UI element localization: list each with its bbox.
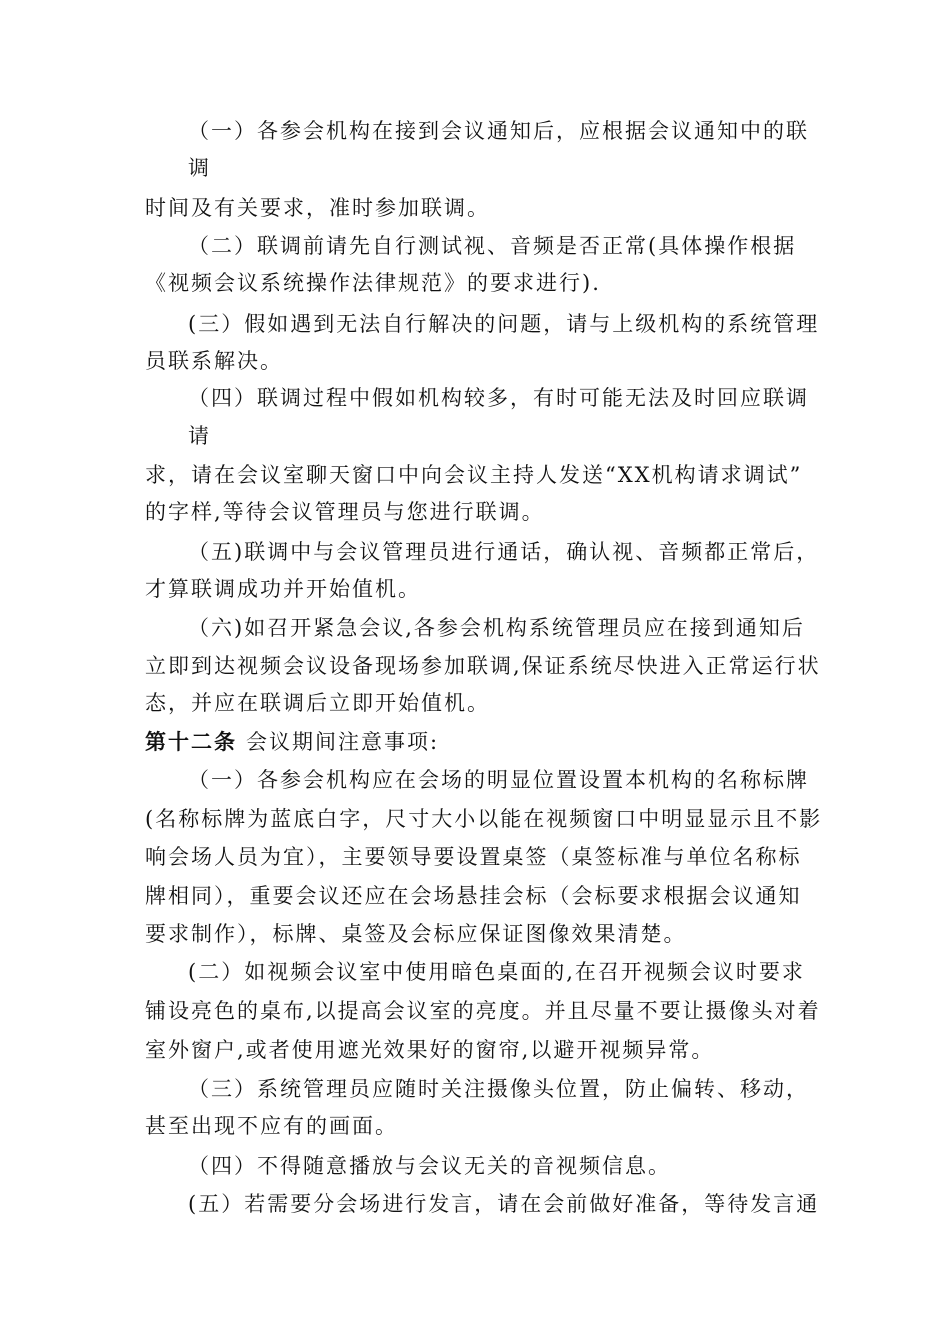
paragraph-line: （六)如召开紧急会议,各参会机构系统管理员应在接到通知后 bbox=[188, 616, 805, 640]
article-heading-text: 会议期间注意事项: bbox=[246, 730, 440, 754]
paragraph-line: (二）如视频会议室中使用暗色桌面的,在召开视频会议时要求 bbox=[188, 960, 805, 984]
paragraph-line: 态，并应在联调后立即开始值机。 bbox=[145, 691, 490, 715]
paragraph-line: （一）各参会机构在接到会议通知后，应根据会议通知中的联 bbox=[188, 119, 809, 143]
paragraph-line: 《视频会议系统操作法律规范》的要求进行). bbox=[145, 271, 601, 295]
paragraph-line: 的字样,等待会议管理员与您进行联调。 bbox=[145, 500, 545, 524]
paragraph-line: 才算联调成功并开始值机。 bbox=[145, 577, 421, 601]
paragraph-line: 要求制作），标牌、桌签及会标应保证图像效果清楚。 bbox=[145, 922, 687, 946]
paragraph-line: 甚至出现不应有的画面。 bbox=[145, 1114, 398, 1138]
paragraph-line: 响会场人员为宜），主要领导要设置桌签（桌签标准与单位名称标 bbox=[145, 845, 802, 869]
paragraph-line: (三）假如遇到无法自行解决的问题，请与上级机构的系统管理 bbox=[188, 312, 820, 336]
paragraph-line: （四）不得随意播放与会议无关的音视频信息。 bbox=[188, 1154, 671, 1178]
paragraph-line: 牌相同），重要会议还应在会场悬挂会标（会标要求根据会议通知 bbox=[145, 884, 802, 908]
paragraph-line: 求，请在会议室聊天窗口中向会议主持人发送“XX机构请求调试” bbox=[145, 463, 803, 487]
paragraph-line: (名称标牌为蓝底白字，尺寸大小以能在视频窗口中明显显示且不影 bbox=[145, 807, 823, 831]
paragraph-line: （四）联调过程中假如机构较多，有时可能无法及时回应联调 bbox=[188, 386, 809, 410]
paragraph-line: 员联系解决。 bbox=[145, 349, 283, 373]
paragraph-line: (五）若需要分会场进行发言，请在会前做好准备，等待发言通 bbox=[188, 1192, 820, 1216]
paragraph-line: 请 bbox=[188, 424, 211, 448]
paragraph-line: （二）联调前请先自行测试视、音频是否正常(具体操作根据 bbox=[188, 234, 797, 258]
article-heading: 第十二条 bbox=[145, 729, 237, 754]
paragraph-line: （一）各参会机构应在会场的明显位置设置本机构的名称标牌 bbox=[188, 768, 809, 792]
paragraph-line: 调 bbox=[188, 156, 211, 180]
paragraph-line: 时间及有关要求，准时参加联调。 bbox=[145, 196, 490, 220]
paragraph-line: 立即到达视频会议设备现场参加联调,保证系统尽快进入正常运行状 bbox=[145, 654, 821, 678]
paragraph-line: （三）系统管理员应随时关注摄像头位置，防止偏转、移动， bbox=[188, 1077, 809, 1101]
paragraph-line: （五)联调中与会议管理员进行通话，确认视、音频都正常后， bbox=[188, 540, 820, 564]
paragraph-line: 铺设亮色的桌布,以提高会议室的亮度。并且尽量不要让摄像头对着 bbox=[145, 999, 821, 1023]
paragraph-line: 室外窗户,或者使用遮光效果好的窗帘,以避开视频异常。 bbox=[145, 1038, 715, 1062]
